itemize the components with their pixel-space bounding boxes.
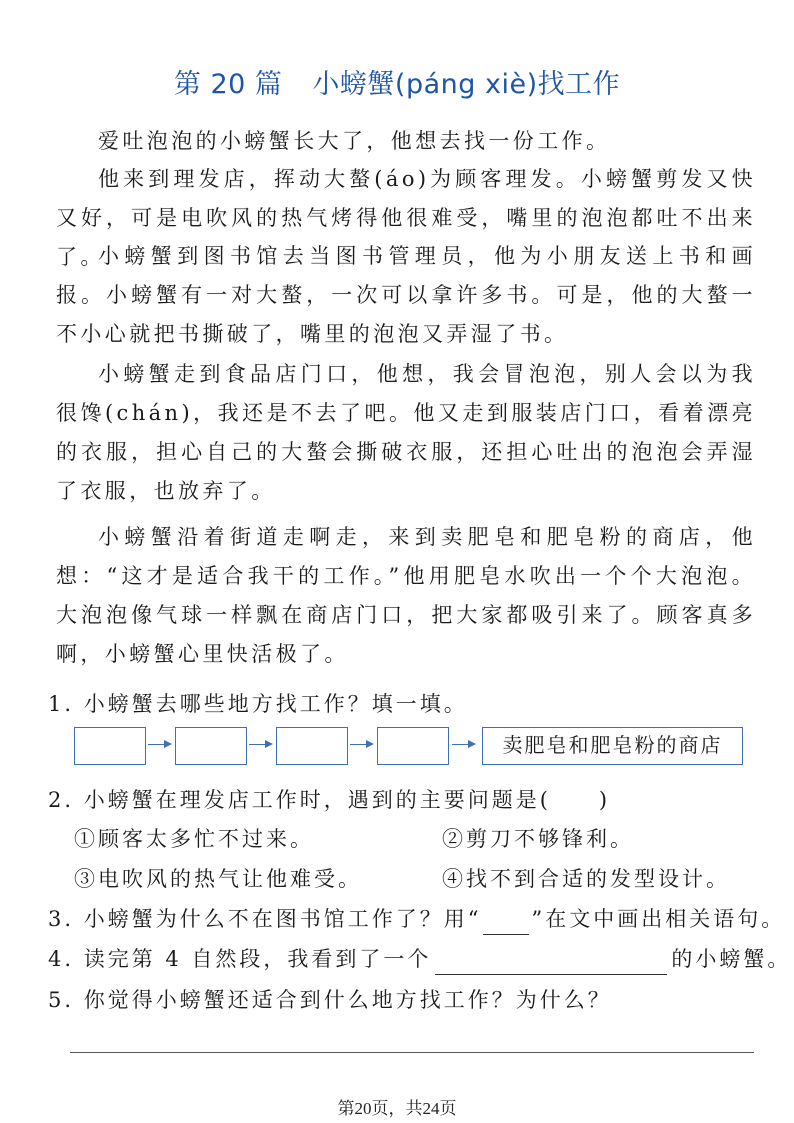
page-title xyxy=(0,62,794,101)
option-1[interactable]: ①顾客太多忙不过来。 xyxy=(74,827,314,851)
question-3-text-before: 3. 小螃蟹为什么不在图书馆工作了？用“ xyxy=(48,907,482,931)
flow-blank-box-3[interactable] xyxy=(276,727,348,765)
flow-blank-box-2[interactable] xyxy=(175,727,247,765)
flow-arrow-icon xyxy=(350,744,372,745)
option-4[interactable]: ④找不到合适的发型设计。 xyxy=(442,867,730,891)
question-2: 2. 小螃蟹在理发店工作时，遇到的主要问题是( ) xyxy=(48,788,611,812)
option-2[interactable]: ②剪刀不够锋利。 xyxy=(442,827,634,851)
paragraph-4: 小螃蟹走到食品店门口，他想，我会冒泡泡，别人会以为我很馋(chán)，我还是不去了吧。他又走到服装店门口，看着漂亮的衣服，担心自己的大螯会撕破衣服，还担心吐出的泡泡会弄湿了衣服，也放弃了。 xyxy=(56,362,756,503)
flow-blank-box-1[interactable] xyxy=(74,727,146,765)
paragraph-2: 他来到理发店，挥动大螯(áo)为顾客理发。小螃蟹剪发又快又好，可是电吹风的热气烤得他很难受，嘴里的泡泡都吐不出来了。 xyxy=(56,167,756,269)
flow-final-box: 卖肥皂和肥皂粉的商店 xyxy=(482,727,743,765)
lesson-title: 小螃蟹(páng xiè)找工作 xyxy=(312,69,621,100)
question-3 xyxy=(48,903,786,935)
question-4 xyxy=(48,943,792,975)
option-3[interactable]: ③电吹风的热气让他难受。 xyxy=(74,867,362,891)
page-footer: 第20页，共24页 xyxy=(337,1099,457,1118)
flow-arrow-icon xyxy=(452,744,474,745)
flow-arrow-icon xyxy=(249,744,271,745)
answer-line[interactable] xyxy=(70,1052,754,1053)
question-3-text-after: ”在文中画出相关语句。 xyxy=(531,907,786,931)
paragraph-5: 小螃蟹沿着街道走啊走，来到卖肥皂和肥皂粉的商店，他想：“这才是适合我干的工作。”他用肥皂水吹出一个个大泡泡。大泡泡像气球一样飘在商店门口，把大家都吸引来了。顾客真多啊，小螃蟹心里快活极了。 xyxy=(56,525,756,666)
question-4-text-after: 的小螃蟹。 xyxy=(671,947,792,971)
paragraph-3: 小螃蟹到图书馆去当图书管理员，他为小朋友送上书和画报。小螃蟹有一对大螯，一次可以拿许多书。可是，他的大螯一不小心就把书撕破了，嘴里的泡泡又弄湿了书。 xyxy=(56,244,756,346)
flow-blank-box-4[interactable] xyxy=(377,727,449,765)
question-5: 5. 你觉得小螃蟹还适合到什么地方找工作？为什么？ xyxy=(48,988,612,1012)
question-4-answer-blank[interactable] xyxy=(435,952,667,975)
flow-arrow-icon xyxy=(148,744,170,745)
question-4-text-before: 4. 读完第 4 自然段，我看到了一个 xyxy=(48,947,432,971)
paragraph-1: 爱吐泡泡的小螃蟹长大了，他想去找一份工作。 xyxy=(98,129,611,153)
underline-sample-blank xyxy=(483,914,529,935)
lesson-number: 第 20 篇 xyxy=(173,69,283,100)
question-1: 1. 小螃蟹去哪些地方找工作？填一填。 xyxy=(48,692,468,716)
